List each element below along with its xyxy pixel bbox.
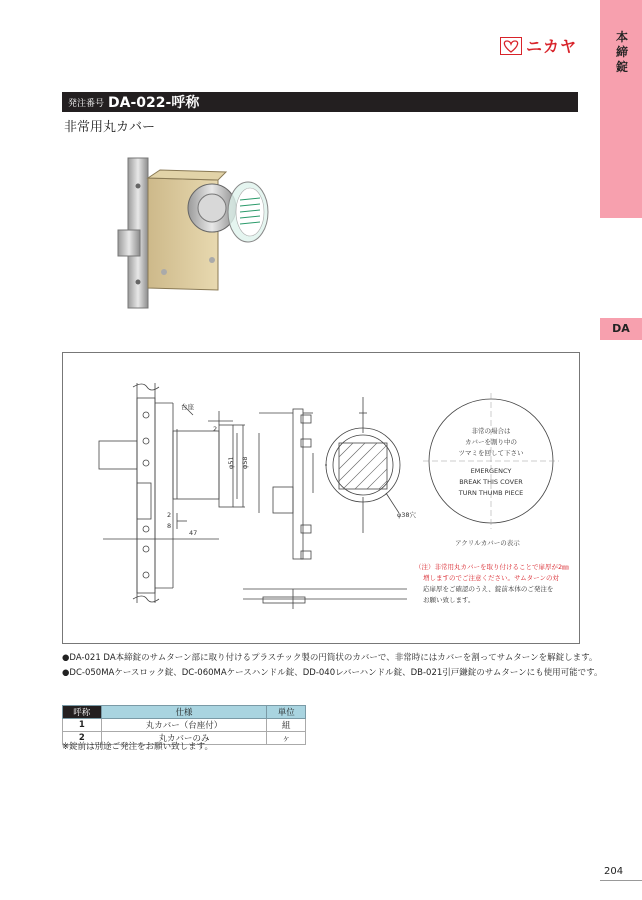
dim-8: 8 [167, 522, 172, 530]
side-category-label: 本締錠 [615, 30, 628, 74]
side-section-tab: DA [600, 318, 642, 340]
dim-phi38-hole: φ38穴 [397, 511, 417, 519]
page-number: 204 [604, 866, 624, 877]
note-line-3: 応扉厚をご確認のうえ、錠前本体のご発注を [423, 585, 554, 593]
cover-text-en-3: TURN THUMB PIECE [458, 489, 524, 497]
cover-text-jp-2: カバーを割り中の [465, 438, 517, 446]
product-name: 非常用丸カバー [64, 120, 156, 135]
page-divider [600, 880, 642, 881]
cover-caption: アクリルカバーの表示 [455, 539, 520, 547]
row1-unit: 組 [267, 719, 306, 732]
footnote: ※錠前は別途ご発注をお願い致します。 [62, 742, 213, 752]
row1-specification: 丸カバー（台座付） [101, 719, 267, 732]
product-description [62, 651, 603, 681]
cover-text-en-1: EMERGENCY [470, 467, 512, 475]
product-code: DA-022-呼称 [108, 95, 200, 111]
description-line-1: ●DA-021 DA本締錠のサムターン部に取り付けるプラスチック製の円筒状のカバーで、非常時にはカバーを割ってサムターンを解錠します。 [62, 653, 598, 663]
note-line-1: （注）非常用丸カバーを取り付けることで扉厚が2㎜ [415, 563, 569, 571]
heart-icon [500, 37, 522, 55]
header-specification: 仕様 [101, 706, 267, 719]
cover-text-jp-3: ツマミを回して下さい [458, 449, 524, 457]
header-unit: 単位 [267, 706, 306, 719]
table-row [63, 719, 306, 732]
order-number-prefix: 発注番号 [68, 98, 105, 109]
dim-2: 2 [167, 511, 172, 519]
row2-unit: ヶ [267, 732, 306, 745]
label-base: 台座 [181, 403, 194, 411]
technical-drawing [63, 353, 579, 643]
spec-table [62, 705, 306, 745]
dim-2-top: 2 [213, 425, 218, 433]
dim-phi51: φ51 [227, 456, 235, 469]
brand-logo [500, 34, 577, 57]
table-header-row [63, 706, 306, 719]
technical-drawing-panel [62, 352, 580, 644]
dim-47: 47 [189, 529, 198, 537]
description-line-2: ●DC-050MAケースロック錠、DC-060MAケースハンドル錠、DD-040レバーハンドル錠、DB-021引戸鎌錠のサムターンにも使用可能です。 [62, 668, 603, 678]
cover-text-jp-1: 非常の場合は [471, 427, 511, 435]
dim-phi58: φ58 [241, 456, 249, 469]
brand-name: ニカヤ [526, 37, 578, 56]
note-line-4: お願い致します。 [423, 596, 475, 604]
note-line-2: 増しますのでご注意ください。サムターンの対 [423, 574, 560, 582]
product-photo [100, 150, 300, 310]
header-designation: 呼称 [63, 706, 102, 719]
row2-designation: 2 [63, 732, 102, 745]
cover-text-en-2: BREAK THIS COVER [459, 478, 523, 486]
row2-specification: 丸カバーのみ [101, 732, 267, 745]
row1-designation: 1 [63, 719, 102, 732]
title-bar [62, 92, 578, 112]
